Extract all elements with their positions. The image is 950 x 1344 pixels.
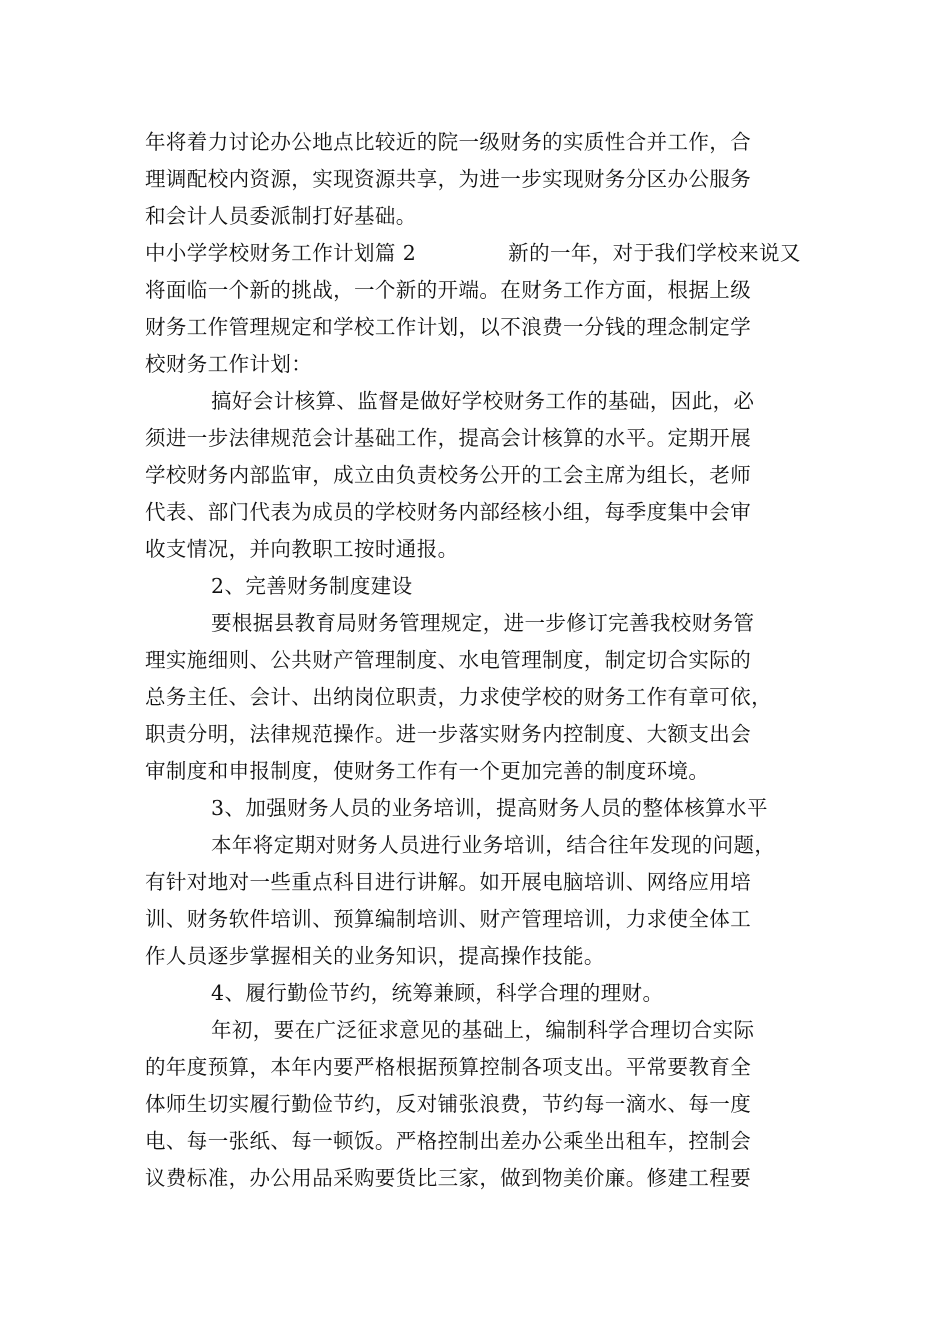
section-heading: 4、履行勤俭节约，统筹兼顾，科学合理的理财。 xyxy=(211,981,664,1005)
section-heading: 3、加强财务人员的业务培训，提高财务人员的整体核算水平 xyxy=(211,796,768,820)
text-line: 校财务工作计划： xyxy=(145,352,313,376)
text-line: 体师生切实履行勤俭节约，反对铺张浪费，节约每一滴水、每一度 xyxy=(145,1092,752,1116)
text-line: 作人员逐步掌握相关的业务知识，提高操作技能。 xyxy=(145,944,605,968)
document-page xyxy=(145,124,815,1197)
text-line: 议费标准，办公用品采购要货比三家，做到物美价廉。修建工程要 xyxy=(145,1166,752,1190)
text-line: 代表、部门代表为成员的学校财务内部经核小组，每季度集中会审 xyxy=(145,500,752,524)
text-line: 和会计人员委派制打好基础。 xyxy=(145,204,417,228)
text-line: 理调配校内资源，实现资源共享，为进一步实现财务分区办公服务 xyxy=(145,167,752,191)
text-line: 本年将定期对财务人员进行业务培训，结合往年发现的问题， xyxy=(211,833,776,857)
text-line: 年初，要在广泛征求意见的基础上，编制科学合理切合实际 xyxy=(211,1018,755,1042)
text-line: 职责分明，法律规范操作。进一步落实财务内控制度、大额支出会 xyxy=(145,722,752,746)
text-line: 财务工作管理规定和学校工作计划，以不浪费一分钱的理念制定学 xyxy=(145,315,752,339)
section-title: 中小学学校财务工作计划篇 2 xyxy=(145,241,417,265)
text-line: 将面临一个新的挑战，一个新的开端。在财务工作方面，根据上级 xyxy=(145,278,752,302)
text-line: 收支情况，并向教职工按时通报。 xyxy=(145,537,459,561)
text-line: 理实施细则、公共财产管理制度、水电管理制度，制定切合实际的 xyxy=(145,648,752,672)
text-line: 审制度和申报制度，使财务工作有一个更加完善的制度环境。 xyxy=(145,759,710,783)
text-line: 总务主任、会计、出纳岗位职责，力求使学校的财务工作有章可依， xyxy=(145,685,772,709)
intro-text: 新的一年，对于我们学校来说又 xyxy=(508,241,801,265)
section-title-line xyxy=(145,235,815,272)
text-line: 要根据县教育局财务管理规定，进一步修订完善我校财务管 xyxy=(211,611,755,635)
text-line: 的年度预算，本年内要严格根据预算控制各项支出。平常要教育全 xyxy=(145,1055,752,1079)
text-line: 年将着力讨论办公地点比较近的院一级财务的实质性合并工作，合 xyxy=(145,130,752,154)
section-heading: 2、完善财务制度建设 xyxy=(211,574,413,598)
text-line: 学校财务内部监审，成立由负责校务公开的工会主席为组长，老师 xyxy=(145,463,752,487)
text-line: 有针对地对一些重点科目进行讲解。如开展电脑培训、网络应用培 xyxy=(145,870,752,894)
text-line: 须进一步法律规范会计基础工作，提高会计核算的水平。定期开展 xyxy=(145,426,752,450)
text-line: 训、财务软件培训、预算编制培训、财产管理培训，力求使全体工 xyxy=(145,907,752,931)
text-line: 搞好会计核算、监督是做好学校财务工作的基础，因此，必 xyxy=(211,389,755,413)
text-line: 电、每一张纸、每一顿饭。严格控制出差办公乘坐出租车，控制会 xyxy=(145,1129,752,1153)
